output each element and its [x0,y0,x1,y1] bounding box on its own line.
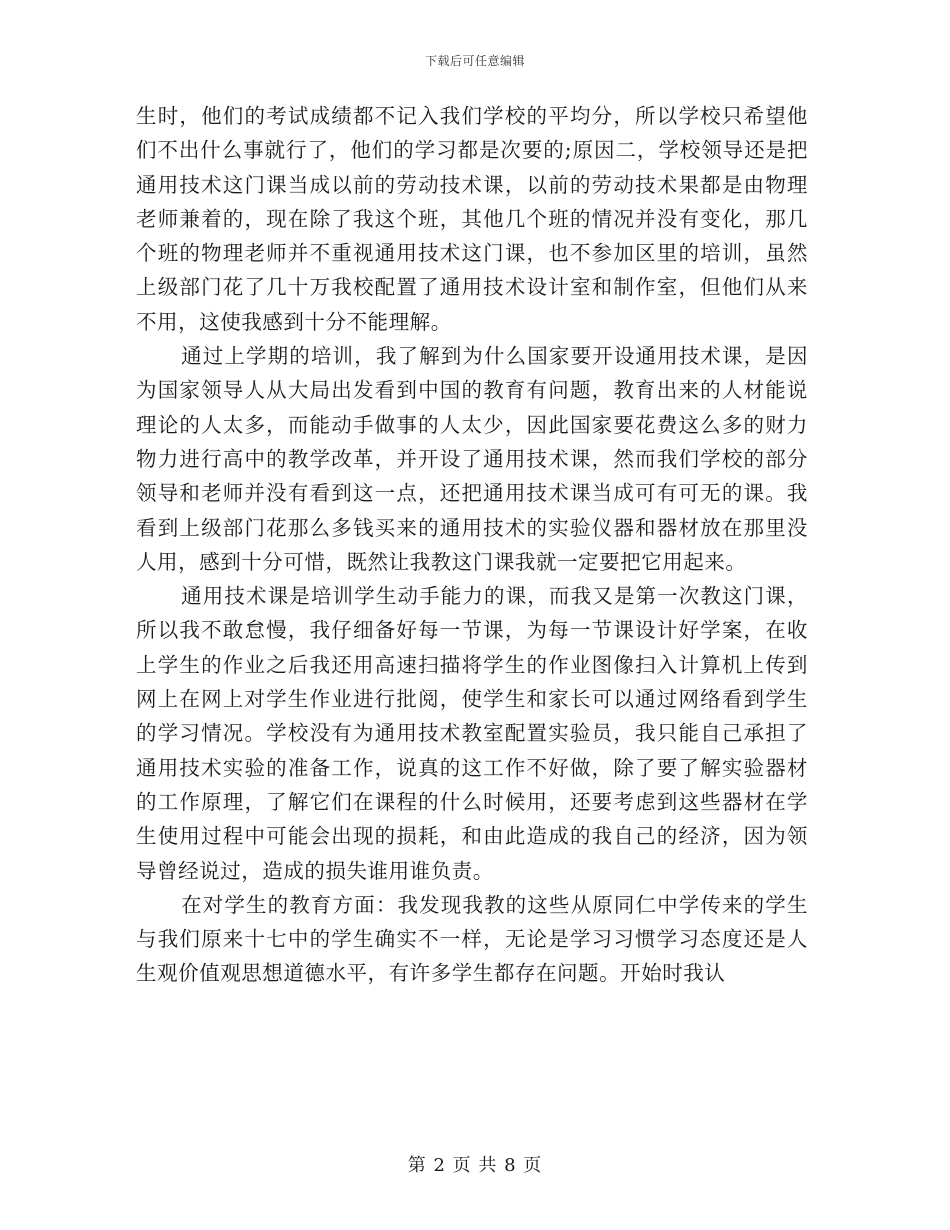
paragraph-2: 通过上学期的培训，我了解到为什么国家要开设通用技术课，是因为国家领导人从大局出发看到中国的教育有问题，教育出来的人材能说理论的人太多，而能动手做事的人太少，因此国家要花费这么多的财力物力进行高中的教学改革，并开设了通用技术课，然而我们学校的部分领导和老师并没有看到这一点，还把通用技术课当成可有可无的课。我看到上级部门花那么多钱买来的通用技术的实验仪器和器材放在那里没人用，感到十分可惜，既然让我教这门课我就一定要把它用起来。 [136,344,808,574]
header-note: 下载后可任意编辑 [424,54,525,68]
page-number: 第 2 页 共 8 页 [407,1155,543,1176]
paragraph-1: 生时，他们的考试成绩都不记入我们学校的平均分，所以学校只希望他们不出什么事就行了，他们的学习都是次要的;原因二，学校领导还是把通用技术这门课当成以前的劳动技术课，以前的劳动技术果都是由物理老师兼着的，现在除了我这个班，其他几个班的情况并没有变化，那几个班的物理老师并不重视通用技术这门课，也不参加区里的培训，虽然上级部门花了几十万我校配置了通用技术设计室和制作室，但他们从来不用，这使我感到十分不能理解。 [136,104,808,334]
paragraph-3: 通用技术课是培训学生动手能力的课，而我又是第一次教这门课，所以我不敢怠慢，我仔细备好每一节课，为每一节课设计好学案，在收上学生的作业之后我还用高速扫描将学生的作业图像扫入计算机上传到网上在网上对学生作业进行批阅，使学生和家长可以通过网络看到学生的学习情况。学校没有为通用技术教室配置实验员，我只能自己承担了通用技术实验的准备工作，说真的这工作不好做，除了要了解实验器材的工作原理，了解它们在课程的什么时候用，还要考虑到这些器材在学生使用过程中可能会出现的损耗，和由此造成的我自己的经济，因为领导曾经说过，造成的损失谁用谁负责。 [136,584,808,883]
paragraph-4: 在对学生的教育方面：我发现我教的这些从原同仁中学传来的学生与我们原来十七中的学生确实不一样，无论是学习习惯学习态度还是人生观价值观思想道德水平，有许多学生都存在问题。开始时我认 [136,892,808,986]
body-text [136,99,808,991]
